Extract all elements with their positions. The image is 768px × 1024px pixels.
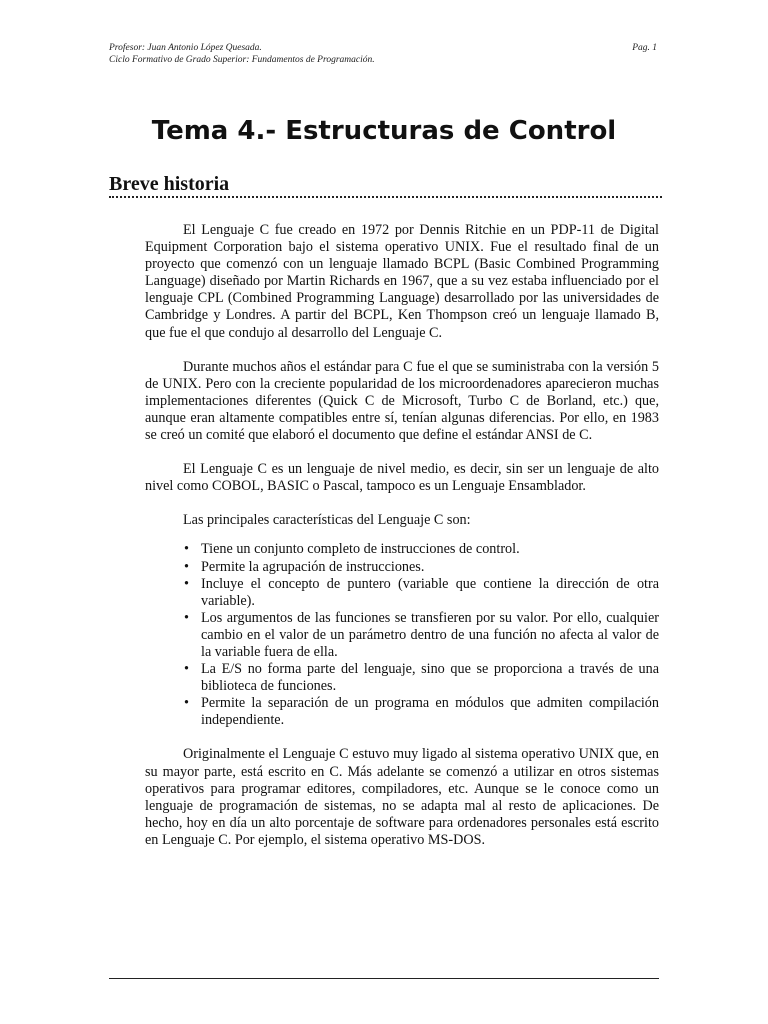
bullet-icon: • <box>184 609 189 626</box>
list-item <box>184 558 659 576</box>
list-item <box>184 609 659 661</box>
bullet-icon: • <box>184 695 189 712</box>
bullet-icon: • <box>184 558 189 575</box>
page-header <box>109 42 657 66</box>
list-item <box>184 661 659 695</box>
bullet-icon: • <box>184 541 189 558</box>
paragraph-standard: Durante muchos años el estándar para C fue el que se suministraba con la versión 5 de UNIX. Pero con la creciente popularidad de los microordenadores aparecieron muchas implementaciones diferentes (Quick C de Microsoft, Turbo C de Borland, etc.) que, aunque eran altamente compatibles entre sí, tenían algunas diferencias. Por ello, en 1983 se creó un comité que elaboró el documento que define el estándar ANSI de C. <box>145 358 659 444</box>
section-heading: Breve historia <box>109 172 662 198</box>
paragraph-origins: Originalmente el Lenguaje C estuvo muy ligado al sistema operativo UNIX que, en su mayor parte, está escrito en C. Más adelante se comenzó a utilizar en otros sistemas operativos para programar editores, compiladores, etc. Aunque se le conoce como un lenguaje de programación de sistemas, no se adapta mal al resto de aplicaciones. De hecho, hoy en día un alto porcentaje de software para ordenadores personales está escrito en Lenguaje C. Por ejemplo, el sistema operativo MS-DOS. <box>145 746 659 848</box>
list-item <box>184 575 659 610</box>
paragraph-history: El Lenguaje C fue creado en 1972 por Dennis Ritchie en un PDP-11 de Digital Equipment Corporation bajo el sistema operativo UNIX. Fue el resultado final de un proyecto que comenzó con un lenguaje llamado BCPL (Basic Combined Programming Language) diseñado por Martin Richards en 1967, que a su vez estaba influenciado por el lenguaje CPL (Combined Programming Language) desarrollado por las universidades de Cambridge y Londres. A partir del BCPL, Ken Thompson creó un lenguaje llamado B, que fue el que condujo al desarrollo del Lenguaje C. <box>145 222 659 341</box>
bullet-icon: • <box>184 575 189 592</box>
list-item <box>184 695 659 729</box>
bullet-icon: • <box>184 661 189 678</box>
footer-divider <box>109 978 659 979</box>
features-list <box>145 541 659 729</box>
list-item-text: Los argumentos de las funciones se transfieren por su valor. Por ello, cualquier cambio en el valor de un parámetro dentro de una función no afecta al valor de la variable fuera de ella. <box>201 609 659 660</box>
list-item-text: Permite la agrupación de instrucciones. <box>201 558 425 575</box>
list-item-text: Permite la separación de un programa en módulos que admiten compilación independiente. <box>201 695 659 729</box>
document-body <box>145 222 659 866</box>
list-item-text: Tiene un conjunto completo de instrucciones de control. <box>201 541 520 558</box>
header-course: Ciclo Formativo de Grado Superior: Fundamentos de Programación. <box>109 55 375 65</box>
list-item-text: La E/S no forma parte del lenguaje, sino que se proporciona a través de una biblioteca de funciones. <box>201 661 659 695</box>
header-professor: Profesor: Juan Antonio López Quesada. <box>109 43 262 53</box>
paragraph-level: El Lenguaje C es un lenguaje de nivel medio, es decir, sin ser un lenguaje de alto nivel como COBOL, BASIC o Pascal, tampoco es un Lenguaje Ensamblador. <box>145 461 659 495</box>
list-item <box>184 541 659 558</box>
list-item-text: Incluye el concepto de puntero (variable que contiene la dirección de otra variable). <box>201 575 659 609</box>
document-title: Tema 4.- Estructuras de Control <box>151 116 617 146</box>
header-page-number: Pag. 1 <box>632 43 657 53</box>
paragraph-features-intro: Las principales características del Lenguaje C son: <box>183 512 471 529</box>
